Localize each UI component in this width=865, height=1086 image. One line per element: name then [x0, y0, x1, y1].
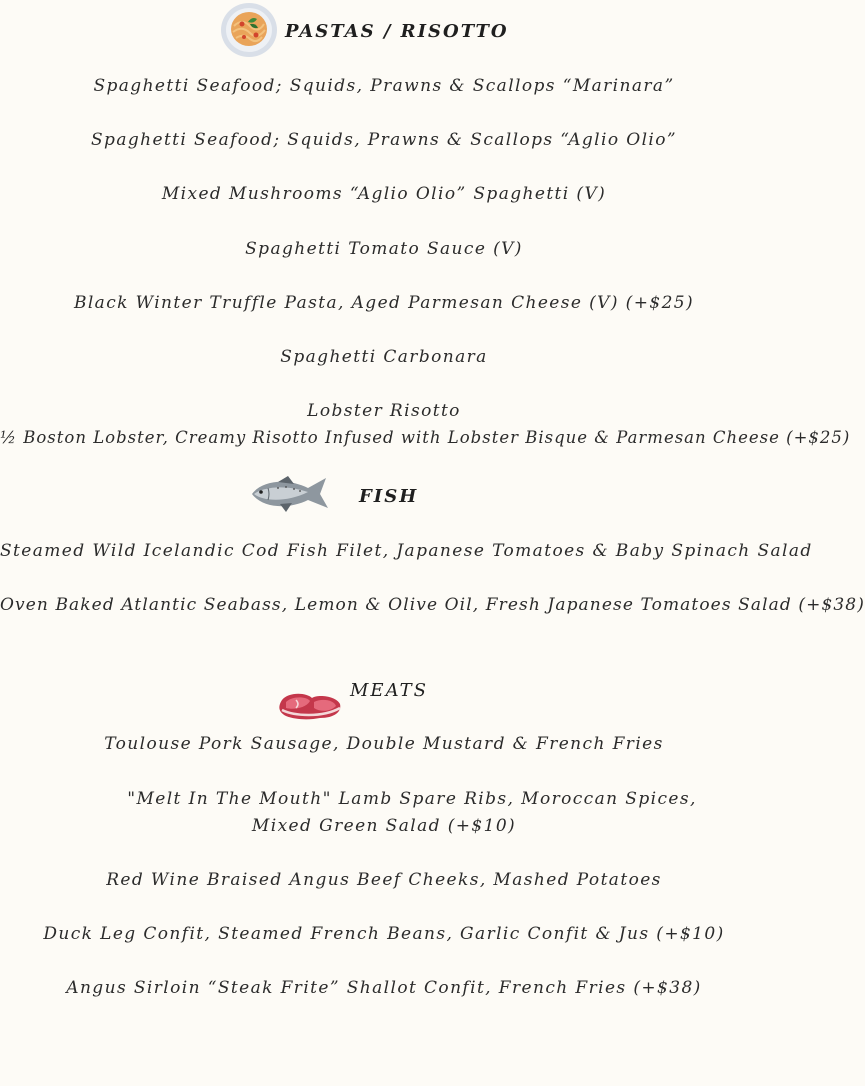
menu-item: Spaghetti Tomato Sauce (V): [245, 239, 523, 259]
menu-item: Lobster Risotto: [307, 401, 461, 421]
menu-item: Spaghetti Seafood; Squids, Prawns & Scallops “Marinara”: [93, 76, 675, 96]
menu-item: "Melt In The Mouth" Lamb Spare Ribs, Moroccan Spices,: [127, 789, 697, 809]
menu-item-description: ½ Boston Lobster, Creamy Risotto Infused with Lobster Bisque & Parmesan Cheese (+$25): [0, 428, 851, 447]
menu-item: Spaghetti Seafood; Squids, Prawns & Scallops “Aglio Olio”: [91, 130, 677, 150]
menu-item: Oven Baked Atlantic Seabass, Lemon & Olive Oil, Fresh Japanese Tomatoes Salad (+$38): [0, 595, 865, 615]
section-heading-meats: MEATS: [350, 680, 428, 701]
fish-icon: [248, 474, 332, 514]
menu-item: Steamed Wild Icelandic Cod Fish Filet, Japanese Tomatoes & Baby Spinach Salad: [0, 541, 813, 561]
menu-item: Red Wine Braised Angus Beef Cheeks, Mashed Potatoes: [106, 870, 662, 890]
steak-icon: [276, 690, 344, 722]
menu-item: Mixed Mushrooms “Aglio Olio” Spaghetti (V): [161, 184, 607, 204]
menu-item: Duck Leg Confit, Steamed French Beans, Garlic Confit & Jus (+$10): [43, 924, 725, 944]
pasta-plate-icon: [220, 2, 278, 58]
menu-item-continuation: Mixed Green Salad (+$10): [251, 816, 517, 836]
menu-item: Black Winter Truffle Pasta, Aged Parmesan Cheese (V) (+$25): [73, 293, 695, 313]
section-heading-fish: FISH: [359, 486, 419, 507]
menu-item: Toulouse Pork Sausage, Double Mustard & French Fries: [104, 734, 664, 754]
menu-item: Spaghetti Carbonara: [280, 347, 488, 367]
section-heading-pastas: PASTAS / RISOTTO: [285, 21, 509, 42]
menu-item: Angus Sirloin “Steak Frite” Shallot Confit, French Fries (+$38): [66, 978, 702, 998]
